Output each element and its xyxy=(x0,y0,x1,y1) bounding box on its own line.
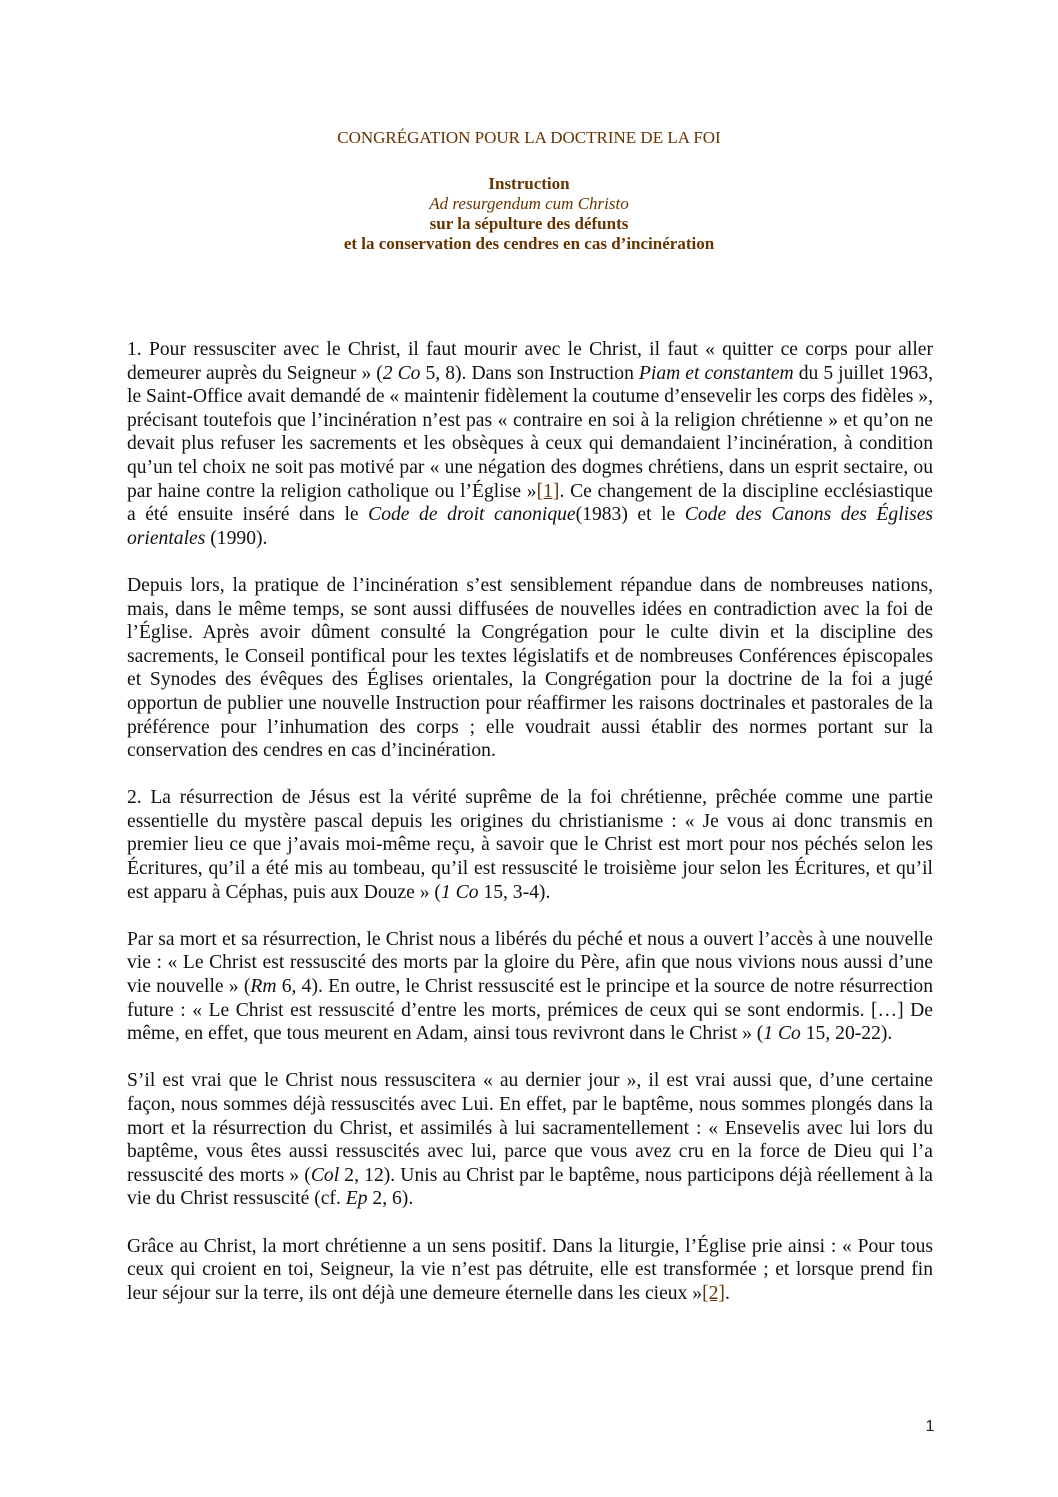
paragraph-1 xyxy=(127,338,933,550)
title-block xyxy=(0,174,1058,254)
text-run: Grâce au Christ, la mort chrétienne a un sens positif. Dans la liturgie, l’Église prie ainsi : « Pour tous ceux qui croient en toi, Seigneur, la vie n’est pas détruite, elle est transformée ; et lorsque prend fin leur séjour sur la terre, ils ont déjà une demeure éternelle dans les cieux » xyxy=(127,1235,933,1304)
text-run: 15, 3-4). xyxy=(478,881,551,903)
text-run: 2, 6). xyxy=(367,1188,414,1210)
scripture-reference: Rm xyxy=(250,976,277,998)
text-run: (1983) et le xyxy=(575,504,685,526)
text-run: . xyxy=(724,1282,730,1304)
text-run: S’il est vrai que le Christ nous ressuscitera « au dernier jour », il est vrai aussi que, d’une certaine façon, nous sommes déjà ressuscités avec Lui. En effet, par le baptême, nous sommes plongés dans la mort et la résurrection du Christ, et assimilés à lui sacramentellement : « Ensevelis avec lui lors du baptême, vous êtes aussi ressuscités avec lui, parce que vous avez cru en la force de Dieu qui l’a ressuscité des morts » ( xyxy=(127,1070,933,1186)
document-type: Instruction xyxy=(488,174,570,193)
text-run: 6, 4). En outre, le Christ ressuscité est le principe et la source de notre résurrection future : « Le Christ est ressuscité d’entre les morts, prémices de ceux qui se sont endormis. […] De même, en effet, que tous meurent en Adam, ainsi tous revivront dans le Christ » ( xyxy=(127,976,933,1045)
page-number: 1 xyxy=(925,1418,935,1435)
document-title-reference: Code des Canons des Églises orientales xyxy=(127,504,934,549)
scripture-reference: 1 Co xyxy=(440,881,479,903)
document-body xyxy=(127,338,933,1329)
paragraph-3 xyxy=(127,786,933,904)
text-run: du 5 juillet 1963, le Saint-Office avait demandé de « maintenir fidèlement la coutume d’ensevelir les corps des fidèles », précisant toutefois que l’incinération n’est pas « contraire en soi à la religion chrétienne » et qu’on ne devait plus refuser les sacrements et les obsèques à ceux qui demandaient l’incinération, à condition qu’un tel choix ne soit pas motivé par « une négation des dogmes chrétiens, dans un esprit sectaire, ou par haine contre la religion catholique ou l’Église » xyxy=(127,362,933,502)
text-run: Par sa mort et sa résurrection, le Christ nous a libérés du péché et nous a ouvert l’accès à une nouvelle vie : « Le Christ est ressuscité des morts par la gloire du Père, afin que nous vivions nous aussi d’une vie nouvelle » ( xyxy=(127,928,933,998)
text-run: 2, 12). Unis au Christ par le baptême, nous participons déjà réellement à la vie du Christ ressuscité (cf. xyxy=(127,1164,934,1210)
latin-title: Ad resurgendum cum Christo xyxy=(429,194,629,213)
subtitle-line-2: et la conservation des cendres en cas d’incinération xyxy=(343,234,715,253)
paragraph-4 xyxy=(127,928,933,1046)
scripture-reference: 1 Co xyxy=(763,1023,801,1045)
text-run: 15, 20-22). xyxy=(800,1023,893,1045)
scripture-reference: Ep xyxy=(345,1188,368,1210)
scripture-reference: Col xyxy=(310,1164,340,1186)
text-run: (1990). xyxy=(205,527,268,549)
text-run: 5, 8). Dans son Instruction xyxy=(420,362,639,384)
document-title-reference: Code de droit canonique xyxy=(368,504,576,526)
document-header xyxy=(0,128,1058,254)
text-run: 2. La résurrection de Jésus est la vérité suprême de la foi chrétienne, prêchée comme une partie essentielle du mystère pascal depuis les origines du christianisme : « Je vous ai donc transmis en premier lieu ce que j’avais moi-même reçu, à savoir que le Christ est mort pour nos péchés selon les Écritures, qu’il a été mis au tombeau, qu’il est ressuscité le troisième jour selon les Écritures, et qu’il est apparu à Céphas, puis aux Douze » ( xyxy=(127,787,933,903)
document-title-reference: Piam et constantem xyxy=(638,362,794,384)
organization-title: CONGRÉGATION POUR LA DOCTRINE DE LA FOI xyxy=(337,128,721,147)
paragraph-5 xyxy=(127,1069,933,1211)
paragraph-2: Depuis lors, la pratique de l’incinération s’est sensiblement répandue dans de nombreuses nations, mais, dans le même temps, se sont aussi diffusées de nouvelles idées en contradiction avec la foi de l’Église. Après avoir dûment consulté la Congrégation pour le culte divin et la discipline des sacrements, le Conseil pontifical pour les textes législatifs et de nombreuses Conférences épiscopales et Synodes des évêques des Églises orientales, la Congrégation pour la doctrine de la foi a jugé opportun de publier une nouvelle Instruction pour réaffirmer les raisons doctrinales et pastorales de la préférence pour l’inhumation des corps ; elle voudrait aussi établir des normes portant sur la conservation des cendres en cas d’incinération. xyxy=(127,574,933,762)
footnote-link-2[interactable]: [2] xyxy=(702,1282,725,1304)
subtitle-line-1: sur la sépulture des défunts xyxy=(429,214,629,233)
scripture-reference: 2 Co xyxy=(382,362,421,384)
footnote-link-1[interactable]: [1] xyxy=(536,480,560,502)
paragraph-6 xyxy=(127,1235,933,1306)
text-run: 1. Pour ressusciter avec le Christ, il faut mourir avec le Christ, il faut « quitter ce corps pour aller demeurer auprès du Seigneur » ( xyxy=(127,339,933,384)
text-run: . Ce changement de la discipline ecclésiastique a été ensuite inséré dans le xyxy=(127,480,933,526)
